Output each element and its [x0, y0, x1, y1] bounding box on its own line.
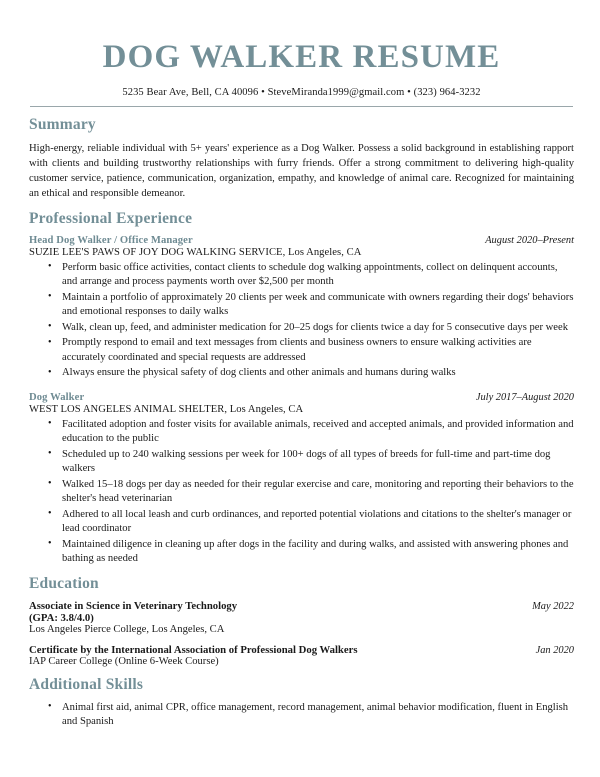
education-degree: Associate in Science in Veterinary Technology: [29, 599, 238, 612]
section-professional-experience: [29, 210, 574, 566]
experience-entry-header: [29, 392, 574, 403]
experience-heading: Professional Experience: [29, 209, 193, 227]
header-divider: [30, 106, 573, 107]
job-bullet: • Perform basic office activities, contact clients to schedule dog walking appointments, collect on delinquent accounts, and arrange and process payments worth over $2,500 per month: [29, 261, 574, 289]
education-gpa: (GPA: 3.8/4.0): [29, 611, 94, 624]
job-bullet-list: [29, 418, 574, 566]
section-education: [29, 575, 574, 667]
education-school: Los Angeles Pierce College, Los Angeles, CA: [29, 623, 225, 635]
education-entry-header: [29, 644, 574, 656]
job-bullet: • Maintained diligence in cleaning up after dogs in the facility and during walks, and assisted with answering phones and bathing as needed: [29, 538, 574, 566]
job-bullet: • Facilitated adoption and foster visits for available animals, received and accepted animals, and provided information and education to the public: [29, 418, 574, 446]
skill-bullet: • Animal first aid, animal CPR, office management, record management, animal behavior modification, fluent in English and Spanish: [29, 701, 574, 729]
experience-entry: [29, 392, 574, 566]
skills-heading: Additional Skills: [29, 675, 144, 693]
education-degree: Certificate by the International Association of Professional Dog Walkers: [29, 643, 358, 656]
job-dates: July 2017–August 2020: [475, 391, 574, 403]
job-bullet: • Scheduled up to 240 walking sessions per week for 100+ dogs of all types of breeds for full-time and part-time dog walkers: [29, 448, 574, 476]
job-bullet: • Walked 15–18 dogs per day as needed for their regular exercise and care, monitoring and reporting their behaviors to the shelter's head veterinarian: [29, 478, 574, 506]
section-additional-skills: [29, 676, 574, 729]
job-company: SUZIE LEE'S PAWS OF JOY DOG WALKING SERVICE, Los Angeles, CA: [29, 246, 362, 258]
job-title: Head Dog Walker / Office Manager: [29, 234, 193, 246]
education-list: [29, 600, 574, 667]
job-bullet: • Maintain a portfolio of approximately 20 clients per week and communicate with owners regarding their dogs' behaviors and emotional responses to daily walks: [29, 291, 574, 319]
job-bullet: • Adhered to all local leash and curb ordinances, and reported potential violations and citations to the shelter's manager or lead coordinator: [29, 508, 574, 536]
education-entry: [29, 644, 574, 667]
contact-info: 5235 Bear Ave, Bell, CA 40096 • SteveMiranda1999@gmail.com • (323) 964-3232: [122, 86, 481, 98]
education-heading: Education: [29, 574, 99, 592]
summary-heading: Summary: [29, 115, 96, 133]
education-entry-header: [29, 600, 574, 612]
job-company: WEST LOS ANGELES ANIMAL SHELTER, Los Angeles, CA: [29, 403, 304, 415]
summary-text: High-energy, reliable individual with 5+ years' experience as a Dog Walker. Possess a solid background in establishing rapport with clients and building trustworthy relationships with furry friends. Offer a strong commitment to delivering high-quality customer service, patience, communication, organization, empathy, and knowledge of animal care. Recognized for maintaining an ethical and responsible demeanor.: [29, 142, 574, 199]
resume-header: [29, 40, 574, 107]
job-title: Dog Walker: [29, 391, 85, 403]
experience-entry: [29, 235, 574, 381]
skills-bullet-list: [29, 701, 574, 729]
job-bullet-list: [29, 261, 574, 381]
experience-entry-header: [29, 235, 574, 246]
page-title: DOG WALKER RESUME: [102, 39, 501, 75]
education-school: IAP Career College (Online 6-Week Course): [29, 655, 219, 667]
job-dates: August 2020–Present: [485, 234, 574, 246]
section-summary: [29, 116, 574, 201]
education-date: Jan 2020: [535, 644, 574, 656]
job-bullet: • Walk, clean up, feed, and administer medication for 20–25 dogs for clients twice a day for 5 consecutive days per week: [29, 321, 574, 335]
job-bullet: • Promptly respond to email and text messages from clients and business owners to ensure walking activities are accurately coordinated and special requests are addressed: [29, 336, 574, 364]
experience-list: [29, 235, 574, 566]
education-entry: [29, 600, 574, 635]
job-bullet: • Always ensure the physical safety of dog clients and other animals and humans during walks: [29, 366, 574, 380]
education-date: May 2022: [532, 600, 574, 612]
